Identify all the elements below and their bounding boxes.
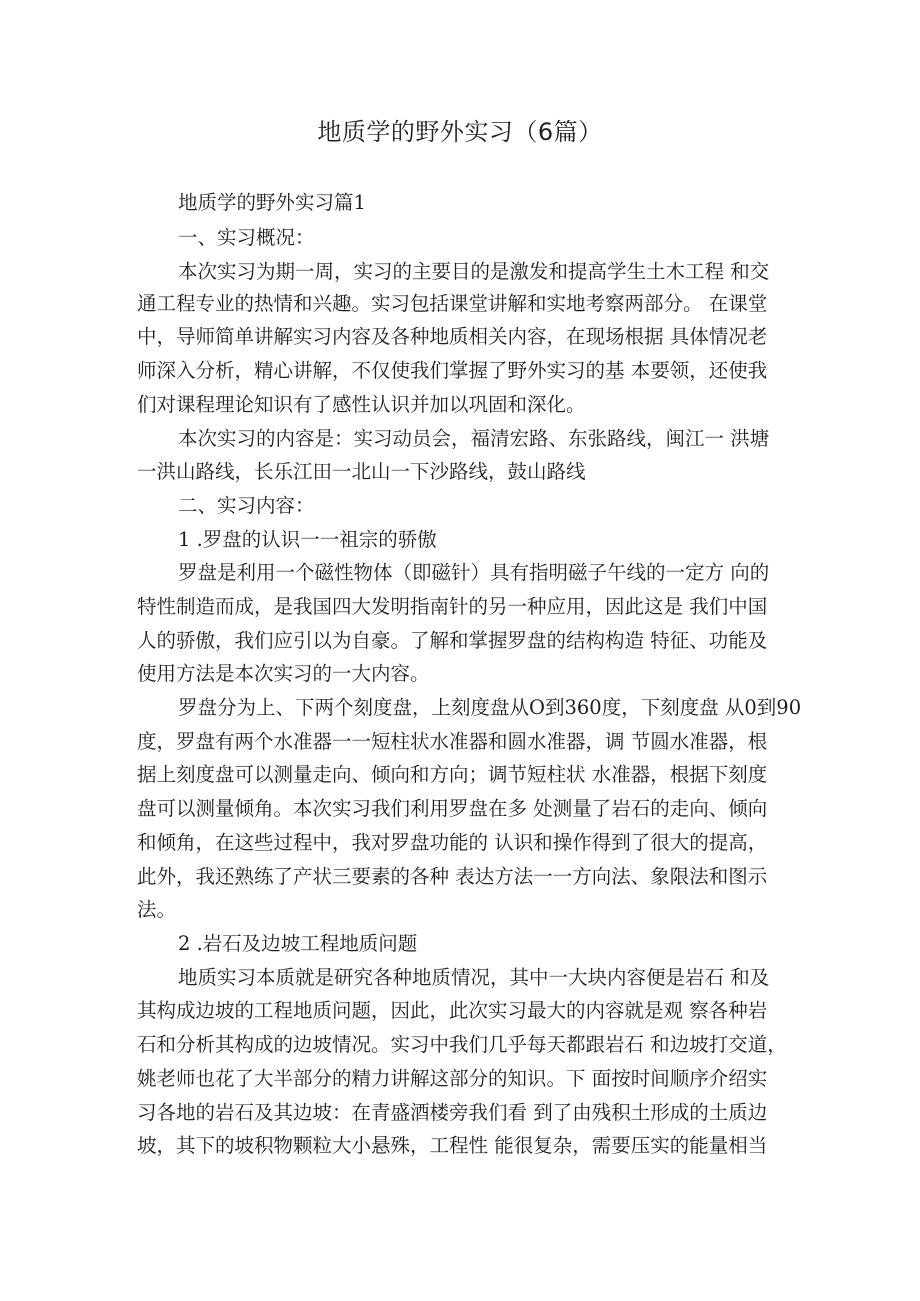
paragraph-line: 习各地的岩石及其边坡：在青盛酒楼旁我们看 到了由残积土形成的土质边 <box>137 1101 768 1124</box>
paragraph-line: 特性制造而成，是我国四大发明指南针的另一种应用，因此这是 我们中国 <box>137 595 768 618</box>
paragraph-line: 使用方法是本次实习的一大内容。 <box>137 662 430 685</box>
paragraph-line: 本次实习为期一周，实习的主要目的是激发和提高学生土木工程 和交 <box>178 260 770 283</box>
numbered-heading: 2 .岩石及边坡工程地质问题 <box>178 932 418 955</box>
paragraph-line: 据上刻度盘可以测量走向、倾向和方向；调节短柱状 水准器，根据下刻度 <box>137 763 768 786</box>
paragraph-line: 度，罗盘有两个水准器一一短柱状水准器和圆水准器，调 节圆水准器，根 <box>137 730 768 753</box>
paragraph-line: 法。 <box>137 898 177 921</box>
paragraph-line: 此外，我还熟练了产状三要素的各种 表达方法一一方向法、象限法和图示 <box>137 865 768 888</box>
paragraph-line: 罗盘分为上、下两个刻度盘，上刻度盘从O到360度，下刻度盘 从0到90 <box>178 696 802 719</box>
subheading: 一、实习概况： <box>178 226 315 249</box>
paragraph-line: 盘可以测量倾角。本次实习我们利用罗盘在多 处测量了岩石的走向、倾向 <box>137 797 768 820</box>
paragraph-line: 人的骄傲，我们应引以为自豪。了解和掌握罗盘的结构构造 特征、功能及 <box>137 629 768 652</box>
paragraph-line: 和倾角，在这些过程中，我对罗盘功能的 认识和操作得到了很大的提高， <box>137 831 768 854</box>
section-heading: 地质学的野外实习篇1 <box>178 191 366 214</box>
paragraph-line: 通工程专业的热情和兴趣。实习包括课堂讲解和实地考察两部分。 在课堂 <box>137 292 768 315</box>
paragraph-line: 中，导师简单讲解实习内容及各种地质相关内容，在现场根据 具体情况老 <box>137 325 768 348</box>
paragraph-line: 本次实习的内容是：实习动员会，福清宏路、东张路线，闽江一 洪塘 <box>178 427 770 450</box>
paragraph-line: 坡，其下的坡积物颗粒大小悬殊，工程性 能很复杂，需要压实的能量相当 <box>137 1134 768 1157</box>
paragraph-line: 一洪山路线，长乐江田一北山一下沙路线，鼓山路线 <box>137 460 586 483</box>
document-title: 地质学的野外实习（6篇） <box>317 118 603 146</box>
paragraph-line: 师深入分析，精心讲解，不仅使我们掌握了野外实习的基 本要领，还使我 <box>137 359 768 382</box>
paragraph-line: 姚老师也花了大半部分的精力讲解这部分的知识。下 面按时间顺序介绍实 <box>137 1067 768 1090</box>
subheading: 二、实习内容： <box>178 494 315 517</box>
numbered-heading: 1 .罗盘的认识一一祖宗的骄傲 <box>178 528 437 551</box>
paragraph-line: 地质实习本质就是研究各种地质情况，其中一大块内容便是岩石 和及 <box>178 966 770 989</box>
paragraph-line: 们对课程理论知识有了感性认识并加以巩固和深化。 <box>137 393 586 416</box>
paragraph-line: 其构成边坡的工程地质问题，因此，此次实习最大的内容就是观 察各种岩 <box>137 999 768 1022</box>
paragraph-line: 石和分析其构成的边坡情况。实习中我们几乎每天都跟岩石 和边坡打交道， <box>137 1033 787 1056</box>
paragraph-line: 罗盘是利用一个磁性物体（即磁针）具有指明磁子午线的一定方 向的 <box>178 561 770 584</box>
